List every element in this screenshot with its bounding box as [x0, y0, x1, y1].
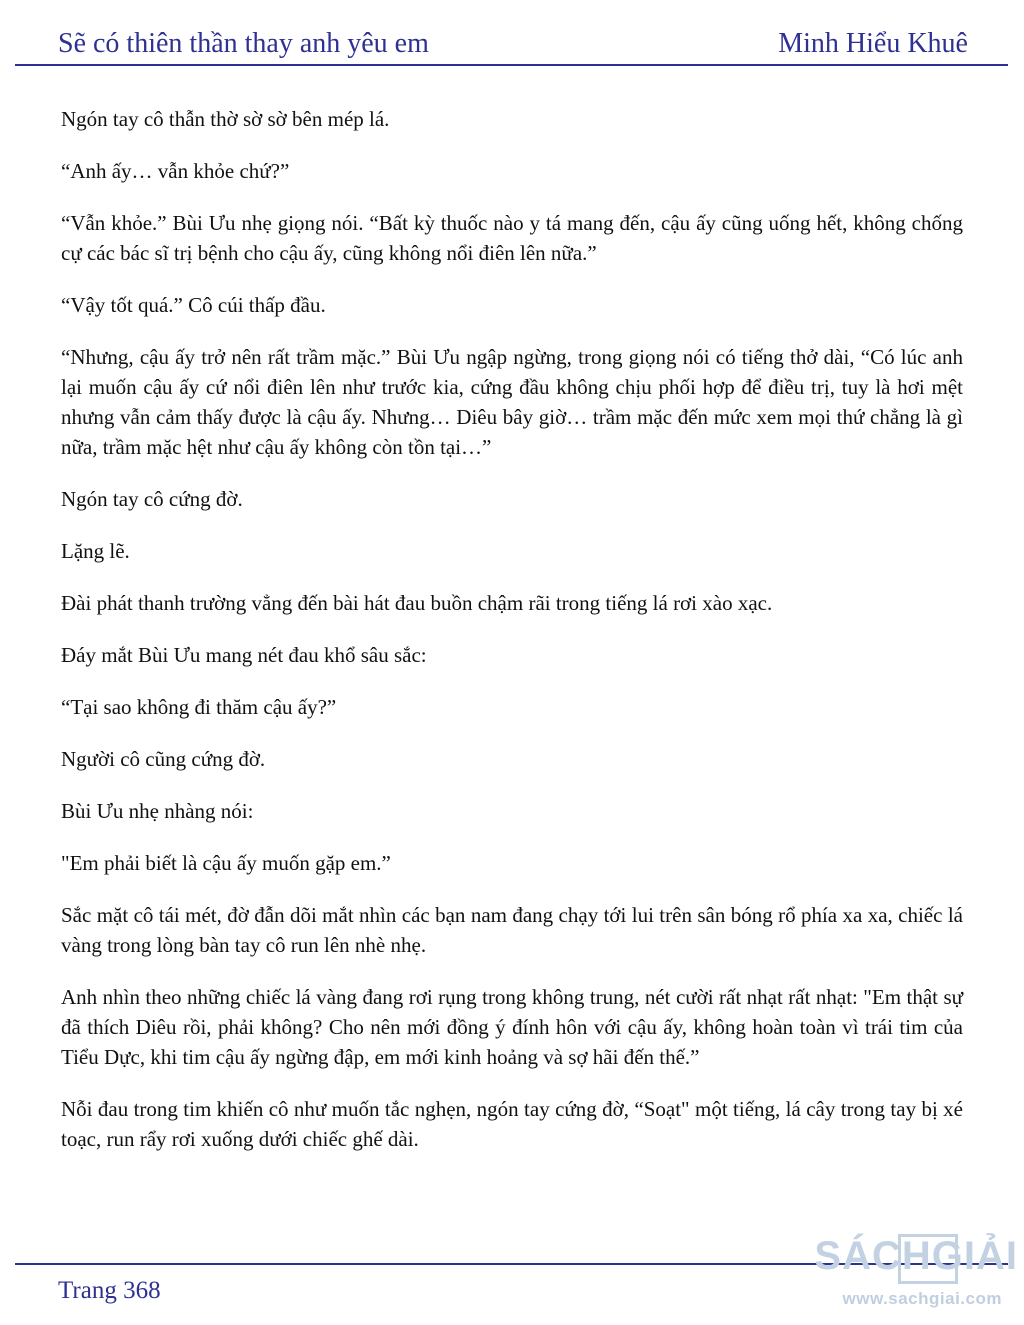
paragraph: “Vẫn khỏe.” Bùi Ưu nhẹ giọng nói. “Bất kỳ thuốc nào y tá mang đến, cậu ấy cũng uống hết, không chống cự các bác sĩ trị bệnh cho cậu ấy, cũng không nổi điên lên nữa.”	[61, 211, 963, 265]
header-rule	[15, 64, 1008, 66]
paragraph: Đài phát thanh trường vẳng đến bài hát đau buồn chậm rãi trong tiếng lá rơi xào xạc.	[61, 591, 773, 615]
page-header	[58, 22, 968, 62]
paragraph: Ngón tay cô thẫn thờ sờ sờ bên mép lá.	[61, 107, 390, 131]
paragraph: Ngón tay cô cứng đờ.	[61, 487, 243, 511]
page-body	[61, 104, 963, 1176]
page-number: Trang 368	[58, 1277, 161, 1304]
paragraph: Đáy mắt Bùi Ưu mang nét đau khổ sâu sắc:	[61, 643, 427, 667]
author-name: Minh Hiểu Khuê	[778, 28, 968, 59]
paragraph: “Vậy tốt quá.” Cô cúi thấp đầu.	[61, 293, 326, 317]
paragraph: Sắc mặt cô tái mét, đờ đẫn dõi mắt nhìn các bạn nam đang chạy tới lui trên sân bóng rổ phía xa xa, chiếc lá vàng trong lòng bàn tay cô run lên nhè nhẹ.	[61, 903, 963, 957]
paragraph: “Anh ấy… vẫn khỏe chứ?”	[61, 159, 290, 183]
paragraph: Nỗi đau trong tim khiến cô như muốn tắc nghẹn, ngón tay cứng đờ, “Soạt" một tiếng, lá cây trong tay bị xé toạc, run rẩy rơi xuống dưới chiếc ghế dài.	[61, 1097, 963, 1151]
paragraph: “Tại sao không đi thăm cậu ấy?”	[61, 695, 337, 719]
book-title: Sẽ có thiên thần thay anh yêu em	[58, 28, 429, 59]
paragraph: Bùi Ưu nhẹ nhàng nói:	[61, 799, 254, 823]
paragraph: Người cô cũng cứng đờ.	[61, 747, 266, 771]
watermark-logo: SÁCHGIẢI	[814, 1234, 1018, 1278]
paragraph: “Nhưng, cậu ấy trở nên rất trầm mặc.” Bùi Ưu ngập ngừng, trong giọng nói có tiếng thở dài, “Có lúc anh lại muốn cậu ấy cứ nổi điên lên như trước kia, cứng đầu không chịu phối hợp để điều trị, tuy là hơi mệt nhưng vẫn cảm thấy được là cậu ấy. Nhưng… Diêu bây giờ… trầm mặc đến mức xem mọi thứ chẳng là gì nữa, trầm mặc hệt như cậu ấy không còn tồn tại…”	[61, 345, 963, 459]
paragraph: Anh nhìn theo những chiếc lá vàng đang rơi rụng trong không trung, nét cười rất nhạt rất nhạt: "Em thật sự đã thích Diêu rồi, phải không? Cho nên mới đồng ý đính hôn với cậu ấy, không hoàn toàn vì trái tim của Tiểu Dực, khi tim cậu ấy ngừng đập, em mới kinh hoảng và sợ hãi đến thế.”	[61, 985, 963, 1069]
watermark-url: www.sachgiai.com	[842, 1289, 1002, 1308]
paragraph: Lặng lẽ.	[61, 539, 130, 563]
watermark	[814, 1232, 1018, 1316]
paragraph: "Em phải biết là cậu ấy muốn gặp em.”	[61, 851, 391, 875]
